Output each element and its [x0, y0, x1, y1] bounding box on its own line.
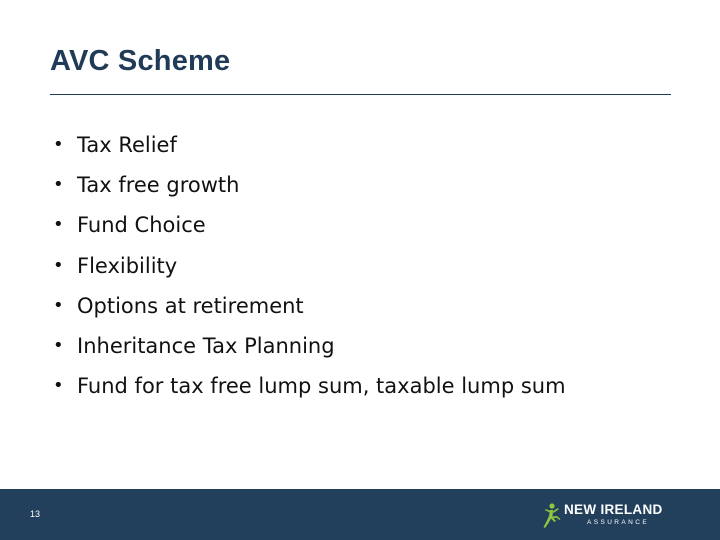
slide-title: AVC Scheme: [50, 45, 231, 77]
logo-subtitle: ASSURANCE: [587, 519, 650, 526]
bullet-list: [50, 125, 566, 406]
title-divider: [50, 94, 671, 95]
list-item: [50, 246, 566, 286]
bullet-text: Fund for tax free lump sum, taxable lump sum: [77, 374, 566, 399]
bullet-marker: •: [53, 174, 64, 196]
runner-icon: [540, 501, 566, 531]
list-item: [50, 125, 566, 165]
list-item: [50, 205, 566, 245]
list-item: [50, 165, 566, 205]
page-number: 13: [30, 509, 41, 519]
company-logo: [540, 501, 700, 531]
bullet-text: Tax free growth: [77, 173, 240, 198]
bullet-text: Tax Relief: [77, 133, 177, 157]
list-item: [50, 326, 566, 366]
footer-bar: [0, 489, 720, 540]
bullet-text: Options at retirement: [77, 293, 304, 318]
bullet-marker: •: [53, 334, 64, 356]
list-item: [50, 366, 566, 406]
bullet-marker: •: [53, 254, 64, 276]
bullet-text: Fund Choice: [77, 213, 206, 238]
logo-wordmark: NEW IRELAND: [564, 502, 663, 517]
bullet-text: Flexibility: [77, 253, 178, 278]
bullet-text: Inheritance Tax Planning: [77, 333, 335, 358]
bullet-marker: •: [53, 134, 64, 155]
bullet-marker: •: [53, 375, 64, 397]
list-item: [50, 286, 566, 326]
bullet-marker: •: [53, 214, 64, 236]
bullet-marker: •: [53, 294, 64, 316]
